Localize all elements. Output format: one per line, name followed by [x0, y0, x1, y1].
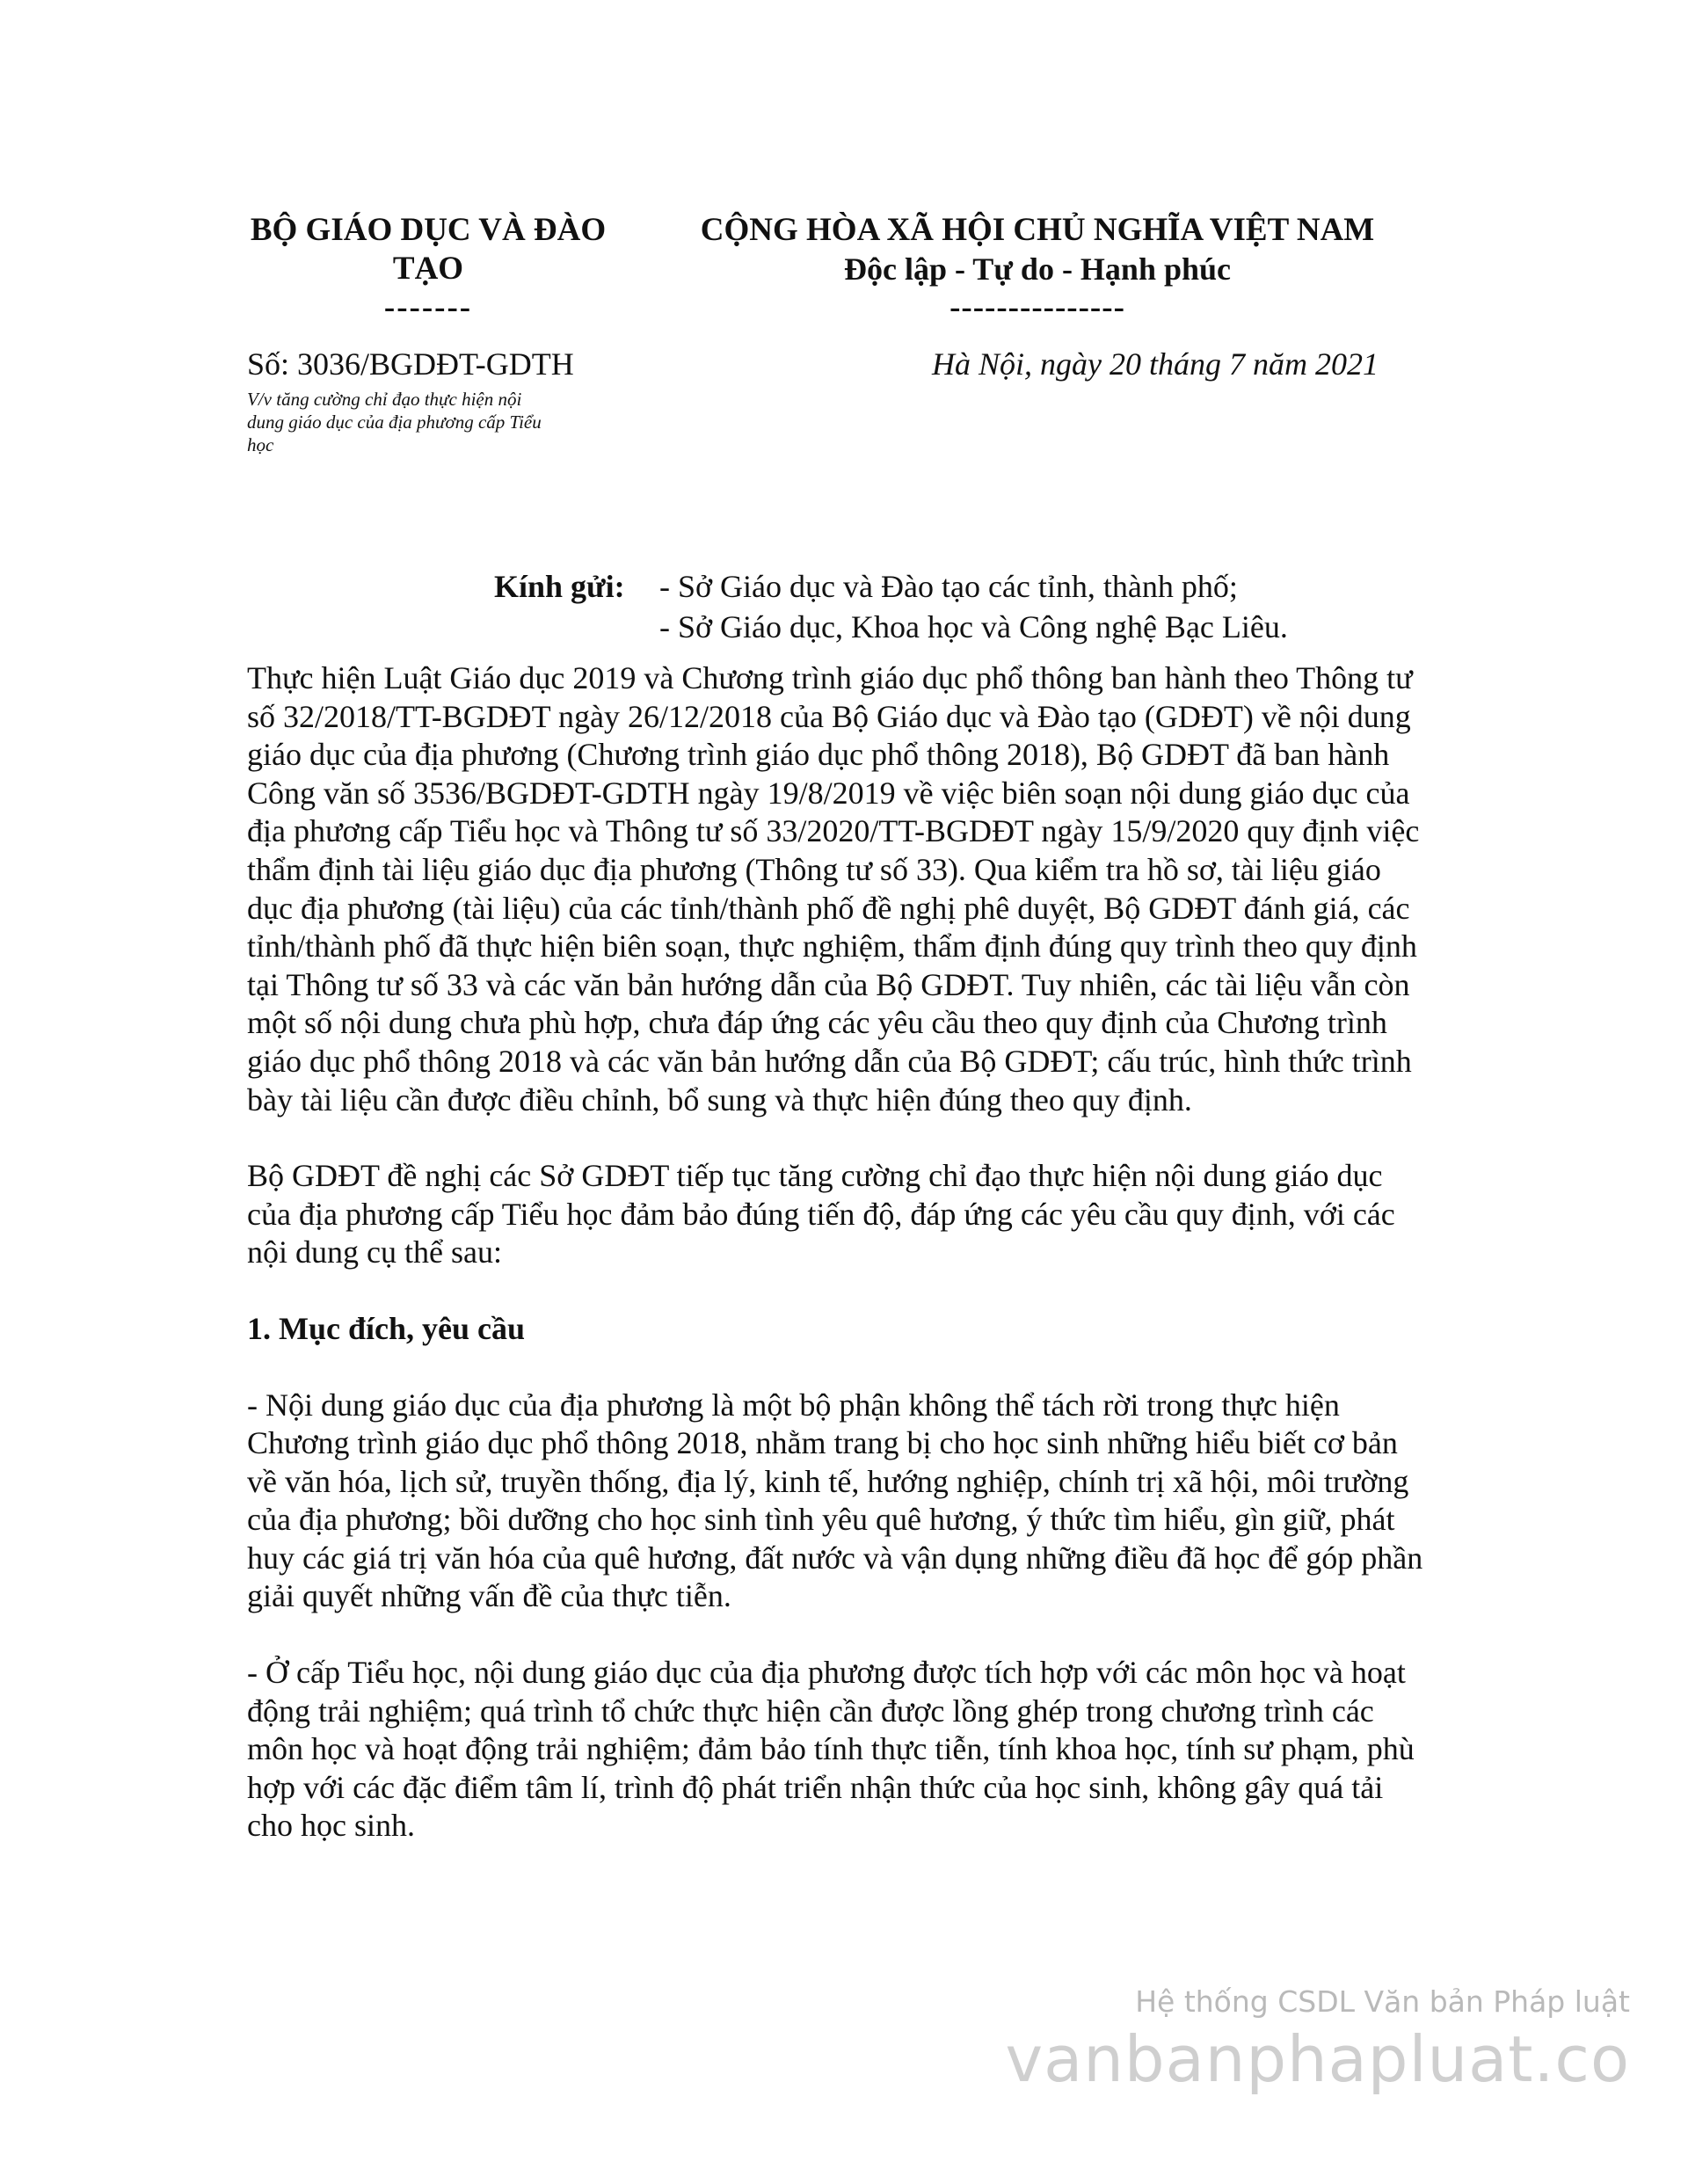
recipients-label: Kính gửi:	[494, 569, 625, 604]
recipients-list	[659, 566, 1451, 647]
place-date: Hà Nội, ngày 20 tháng 7 năm 2021	[932, 346, 1379, 382]
subject-line: học	[247, 434, 274, 455]
watermark-caption: Hệ thống CSDL Văn bản Pháp luật	[1135, 1984, 1630, 2019]
body-paragraph: Thực hiện Luật Giáo dục 2019 và Chương trình giáo dục phổ thông ban hành theo Thông tư số 32/2018/TT-BGDĐT ngày 26/12/2018 của Bộ Giáo dục và Đào tạo (GDĐT) về nội dung giáo dục của địa phương (Chương trình giáo dục phổ thông 2018), Bộ GDĐT đã ban hành Công văn số 3536/BGDĐT-GDTH ngày 19/8/2019 về việc biên soạn nội dung giáo dục của địa phương cấp Tiểu học và Thông tư số 33/2020/TT-BGDĐT ngày 15/9/2020 quy định việc thẩm định tài liệu giáo dục địa phương (Thông tư số 33). Qua kiểm tra hồ sơ, tài liệu giáo dục địa phương (tài liệu) của các tỉnh/thành phố đề nghị phê duyệt, Bộ GDĐT đánh giá, các tỉnh/thành phố đã thực hiện biên soạn, thực nghiệm, thẩm định đúng quy trình theo quy định tại Thông tư số 33 và các văn bản hướng dẫn của Bộ GDĐT. Tuy nhiên, các tài liệu vẫn còn một số nội dung chưa phù hợp, chưa đáp ứng các yêu cầu theo quy định của Chương trình giáo dục phổ thông 2018 và các văn bản hướng dẫn của Bộ GDĐT; cấu trúc, hình thức trình bày tài liệu cần được điều chỉnh, bổ sung và thực hiện đúng theo quy định.	[247, 660, 1420, 1117]
document-subject	[247, 388, 634, 456]
subject-line: V/v tăng cường chỉ đạo thực hiện nội	[247, 389, 522, 410]
nation-motto: Độc lập - Tự do - Hạnh phúc	[843, 251, 1232, 287]
national-header	[642, 211, 1433, 327]
subject-line: dung giáo dục của địa phương cấp Tiểu	[247, 411, 542, 433]
document-number: Số: 3036/BGDĐT-GDTH	[247, 346, 574, 382]
section-heading: 1. Mục đích, yêu cầu	[247, 1310, 526, 1346]
agency-rule: -------	[383, 289, 473, 325]
watermark-site: vanbanphapluat.co	[1005, 2022, 1630, 2096]
nation-title: CỘNG HÒA XÃ HỘI CHỦ NGHĨA VIỆT NAM	[700, 212, 1375, 248]
agency-name-line1: BỘ GIÁO DỤC VÀ ĐÀO	[250, 212, 607, 248]
body-paragraph: Bộ GDĐT đề nghị các Sở GDĐT tiếp tục tăng cường chỉ đạo thực hiện nội dung giáo dục của địa phương cấp Tiểu học đảm bảo đúng tiến độ, đáp ứng các yêu cầu quy định, với các nội dung cụ thể sau:	[247, 1158, 1395, 1270]
nation-rule: ---------------	[950, 289, 1125, 325]
body-paragraph: - Nội dung giáo dục của địa phương là một bộ phận không thể tách rời trong thực hiện Chương trình giáo dục phổ thông 2018, nhằm trang bị cho học sinh những hiểu biết cơ bản về văn hóa, lịch sử, truyền thống, địa lý, kinh tế, hướng nghiệp, chính trị xã hội, môi trường của địa phương; bồi dưỡng cho học sinh tình yêu quê hương, ý thức tìm hiểu, gìn giữ, phát huy các giá trị văn hóa của quê hương, đất nước và vận dụng những điều đã học để góp phần giải quyết những vấn đề của thực tiễn.	[247, 1387, 1423, 1614]
recipient-item: - Sở Giáo dục và Đào tạo các tỉnh, thành phố;	[659, 569, 1238, 604]
agency-name-line2: TẠO	[392, 251, 464, 287]
document-body	[247, 659, 1425, 1883]
recipient-item: - Sở Giáo dục, Khoa học và Công nghệ Bạc Liêu.	[659, 609, 1288, 644]
issuing-agency	[230, 211, 626, 327]
body-paragraph: - Ở cấp Tiểu học, nội dung giáo dục của địa phương được tích hợp với các môn học và hoạt động trải nghiệm; quá trình tổ chức thực hiện cần được lồng ghép trong chương trình các môn học và hoạt động trải nghiệm; đảm bảo tính thực tiễn, tính khoa học, tính sư phạm, phù hợp với các đặc điểm tâm lí, trình độ phát triển nhận thức của học sinh, không gây quá tải cho học sinh.	[247, 1655, 1415, 1844]
